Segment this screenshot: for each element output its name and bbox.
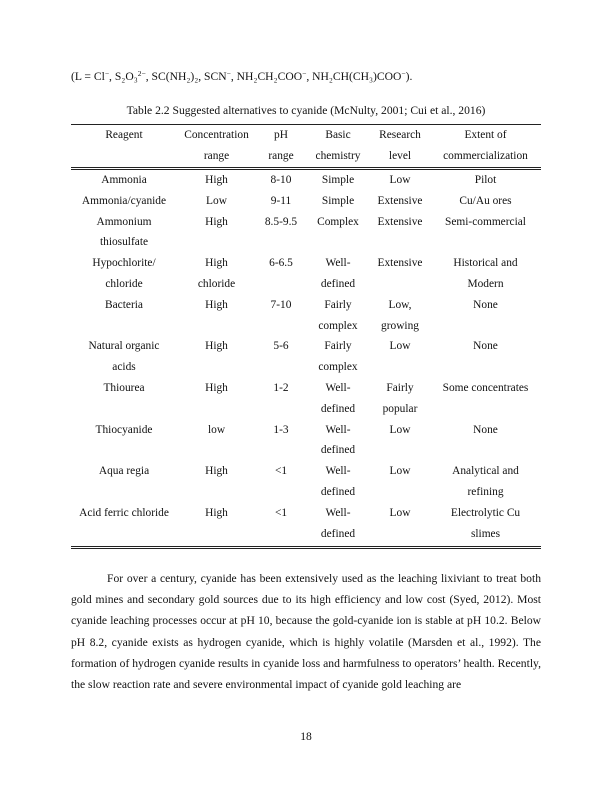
table-row (71, 336, 541, 378)
header-ph: pH range (268, 129, 294, 162)
cell-concentration: High (205, 215, 228, 228)
formula-cl-charge: − (104, 69, 110, 78)
cell-commercialization: Electrolytic Cu slimes (450, 506, 521, 540)
paragraph-text: For over a century, cyanide has been extensively used as the leaching lixiviant to treat both gold mines and secondary gold sources due to its high efficiency and low cost (Syed, 2012). Most cyanide leaching processes occur at pH 10, because the gold-cyanide ion is stable at pH 10.2. Below pH 8.2, cyanide exists as hydrogen cyanide, which is highly volatile (Marsden et al., 1992). The formation of hydrogen cyanide results in cyanide loss and harmfulness to operators’ health. Recently, the slow reaction rate and severe environmental impact of cyanide gold leaching are (71, 572, 541, 692)
table-bottom-rule (71, 546, 541, 547)
alternatives-table (71, 124, 541, 549)
cell-ph: 8-10 (270, 174, 292, 186)
cell-reagent: Hypochlorite/ chloride (92, 257, 156, 290)
cell-commercialization: Analytical and refining (452, 465, 519, 498)
formula-thio: , S₂O₃ (109, 70, 138, 83)
table-row (71, 170, 541, 191)
cell-chemistry: Simple (321, 174, 355, 186)
cell-concentration: High (205, 465, 228, 478)
formula-suffix: ). (405, 70, 413, 83)
cell-reagent: Ammonium thiosulfate (96, 215, 152, 249)
cell-ph: <1 (274, 465, 288, 478)
cell-reagent: Acid ferric chloride (79, 506, 169, 519)
formula-scn-charge: − (226, 69, 231, 78)
formula-prefix: (L = Cl (71, 70, 105, 83)
cell-chemistry: Complex (317, 215, 359, 228)
cell-chemistry: Fairly complex (318, 340, 358, 374)
cell-research: Low (389, 506, 411, 519)
formula-gly-charge: − (302, 69, 307, 78)
cell-ph: 7-10 (270, 298, 292, 311)
table-row (71, 295, 541, 337)
cell-research: Extensive (377, 194, 423, 207)
ligand-formula-line (71, 70, 412, 83)
header-commercialization: Extent of commercialization (443, 129, 528, 162)
cell-concentration: High (205, 340, 228, 353)
table-row (71, 253, 541, 295)
cell-ph: 8.5-9.5 (264, 215, 298, 228)
cell-reagent: Ammonia/cyanide (81, 194, 167, 207)
cell-reagent: Natural organic acids (88, 340, 160, 374)
cell-ph: 1-3 (273, 423, 289, 436)
table-row (71, 420, 541, 462)
cell-commercialization: Some concentrates (442, 381, 529, 394)
cell-research: Low (389, 423, 411, 436)
cell-commercialization: None (473, 298, 498, 311)
cell-concentration: High (205, 174, 228, 186)
cell-reagent: Thiocyanide (95, 423, 153, 436)
cell-concentration: Low (206, 194, 227, 207)
header-chemistry: Basic chemistry (315, 129, 361, 162)
cell-research: Extensive (377, 257, 423, 270)
cell-commercialization: None (473, 423, 498, 436)
cell-reagent: Aqua regia (98, 465, 150, 478)
header-research: Research level (379, 129, 421, 162)
cell-commercialization: Pilot (474, 174, 497, 186)
cell-commercialization: None (473, 340, 498, 353)
cell-ph: 9-11 (270, 194, 292, 207)
cell-commercialization: Historical and Modern (453, 257, 518, 290)
table-caption: Table 2.2 Suggested alternatives to cyanide (McNulty, 2001; Cui et al., 2016) (126, 104, 486, 117)
formula-rest1: , SC(NH₂)₂, SCN (145, 70, 227, 83)
table-row (71, 212, 541, 254)
cell-chemistry: Well- defined (320, 506, 356, 540)
cell-concentration: High (205, 298, 228, 311)
cell-chemistry: Well- defined (320, 423, 356, 457)
table-row (71, 461, 541, 503)
cell-concentration: High (205, 506, 228, 519)
cell-research: Low (389, 174, 411, 186)
table-header-row (71, 125, 541, 167)
formula-rest3: , NH₂CH(CH₃)COO (306, 70, 402, 83)
cell-chemistry: Well- defined (320, 381, 356, 415)
header-reagent: Reagent (105, 129, 143, 141)
cell-commercialization: Semi-commercial (445, 215, 526, 228)
cell-reagent: Bacteria (105, 298, 143, 311)
cell-concentration: High (205, 381, 228, 394)
formula-thio-charge: 2− (137, 69, 146, 78)
formula-ala-charge: − (401, 69, 406, 78)
cell-research: Low, growing (381, 298, 419, 332)
cell-research: Fairly popular (382, 381, 418, 415)
cell-chemistry: Well- defined (320, 465, 356, 498)
table-row (71, 503, 541, 545)
page-number: 18 (300, 730, 312, 743)
table-body (71, 170, 541, 544)
body-paragraph (71, 568, 541, 695)
table-row (71, 191, 541, 212)
header-rule-1 (71, 167, 541, 168)
cell-chemistry: Fairly complex (318, 298, 358, 332)
table-row (71, 378, 541, 420)
cell-chemistry: Well- defined (320, 257, 356, 290)
cell-research: Extensive (377, 215, 423, 228)
table-bottom-rule-2 (71, 548, 541, 549)
cell-chemistry: Simple (321, 194, 355, 207)
cell-concentration: low (207, 423, 226, 436)
cell-commercialization: Cu/Au ores (459, 194, 512, 207)
cell-ph: 1-2 (273, 381, 289, 394)
cell-ph: <1 (274, 506, 288, 519)
cell-reagent: Ammonia (101, 174, 147, 186)
cell-ph: 5-6 (273, 340, 289, 353)
cell-research: Low (389, 465, 411, 478)
cell-research: Low (389, 340, 411, 353)
cell-reagent: Thiourea (103, 381, 145, 394)
header-concentration: Concentration range (184, 129, 249, 162)
cell-ph: 6-6.5 (269, 257, 293, 270)
formula-rest2: , NH₂CH₂COO (230, 70, 303, 83)
cell-concentration: High chloride (197, 257, 236, 290)
